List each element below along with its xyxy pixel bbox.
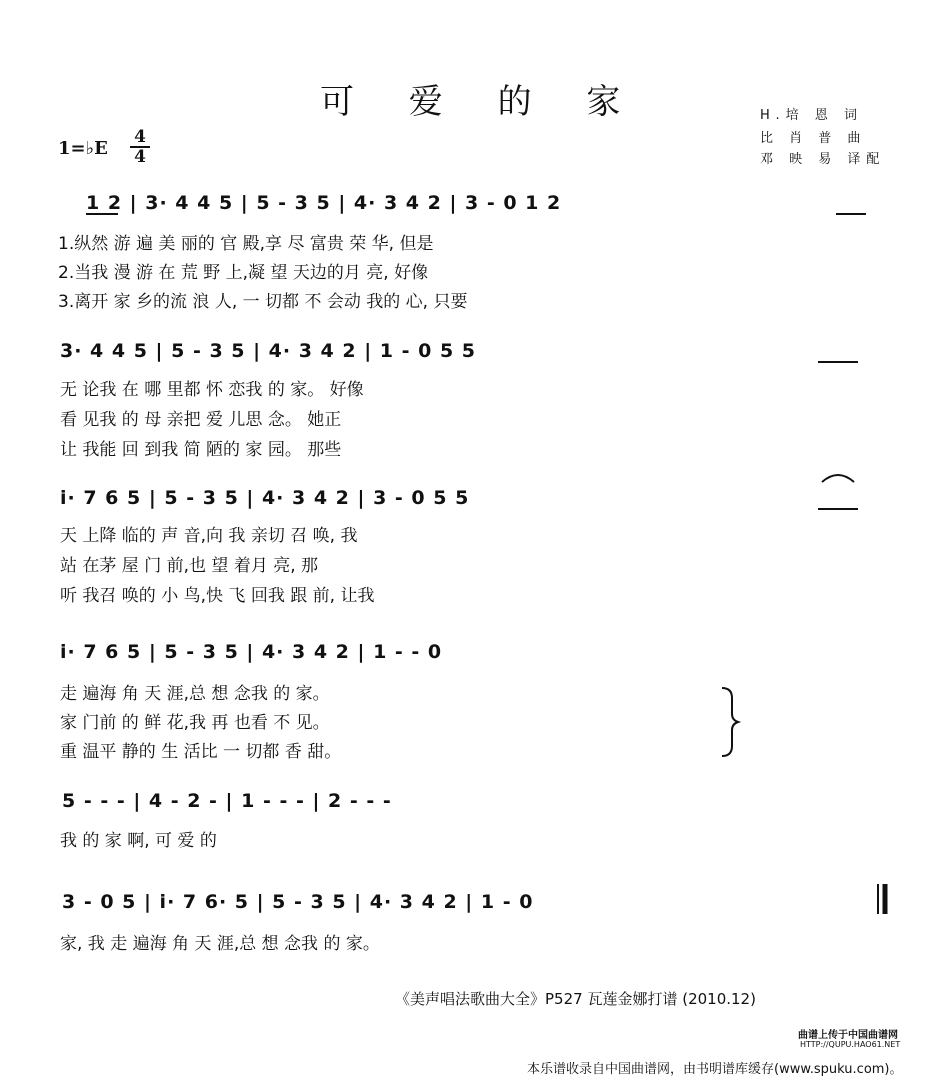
system-6-lyric: 家, 我 走 遍海 角 天 涯,总 想 念我 的 家。 xyxy=(60,934,380,954)
watermark-line-2: HTTP://QUPU.HAO61.NET xyxy=(800,1040,901,1049)
system-4-verse-2: 家 门前 的 鲜 花,我 再 也看 不 见。 xyxy=(60,713,330,733)
verse-bracket xyxy=(722,688,738,756)
key-signature: 1=♭E xyxy=(58,138,108,159)
source-note: 《美声唱法歌曲大全》P527 瓦莲金娜打谱 (2010.12) xyxy=(395,990,756,1008)
time-signature-top: 4 xyxy=(130,128,150,148)
system-1-verse-2: 2.当我 漫 游 在 荒 野 上,凝 望 天边的月 亮, 好像 xyxy=(58,263,429,283)
lyricist-credit: H.培 恩 词 xyxy=(760,108,863,123)
system-2-verse-2: 看 见我 的 母 亲把 爱 儿思 念。 她正 xyxy=(60,410,342,430)
system-5-notes: 5 - - - | 4 - 2 - | 1 - - - | 2 - - - xyxy=(62,790,392,812)
system-3-notes: i· 7 6 5 | 5 - 3 5 | 4· 3 4 2 | 3 - 0 5 5 xyxy=(60,487,470,509)
system-3-verse-1: 天 上降 临的 声 音,向 我 亲切 召 唤, 我 xyxy=(60,526,358,546)
system-3-verse-3: 听 我召 唤的 小 鸟,快 飞 回我 跟 前, 让我 xyxy=(60,586,375,606)
system-2-verse-3: 让 我能 回 到我 简 陋的 家 园。 那些 xyxy=(60,440,342,460)
composer-credit: 比 肖 普 曲 xyxy=(760,131,867,146)
system-2-verse-1: 无 论我 在 哪 里都 怀 恋我 的 家。 好像 xyxy=(60,380,364,400)
system-1-notes: 1 2 | 3· 4 4 5 | 5 - 3 5 | 4· 3 4 2 | 3 - 0 1 2 xyxy=(86,192,562,214)
system-4-verse-3: 重 温平 静的 生 活比 一 切都 香 甜。 xyxy=(60,742,342,762)
system-4-verse-1: 走 遍海 角 天 涯,总 想 念我 的 家。 xyxy=(60,684,330,704)
song-title: 可 爱 的 家 xyxy=(320,82,643,122)
system-5-lyric: 我 的 家 啊, 可 爱 的 xyxy=(60,831,217,851)
system-3-verse-2: 站 在茅 屋 门 前,也 望 着月 亮, 那 xyxy=(60,556,319,576)
watermark-line-1: 曲谱上传于中国曲谱网 xyxy=(798,1030,898,1041)
tie-arc xyxy=(822,475,854,482)
bottom-note: 本乐谱收录自中国曲谱网，由书明谱库缓存(www.spuku.com)。 xyxy=(527,1062,903,1077)
system-2-notes: 3· 4 4 5 | 5 - 3 5 | 4· 3 4 2 | 1 - 0 5 5 xyxy=(60,340,477,362)
system-1-verse-3: 3.离开 家 乡的流 浪 人, 一 切都 不 会动 我的 心, 只要 xyxy=(58,292,468,312)
system-1-verse-1: 1.纵然 游 遍 美 丽的 官 殿,享 尽 富贵 荣 华, 但是 xyxy=(58,234,434,254)
translator-credit: 邓 映 易 译配 xyxy=(760,152,886,167)
system-6-notes: 3 - 0 5 | i· 7 6· 5 | 5 - 3 5 | 4· 3 4 2 | 1 - 0 xyxy=(62,891,534,913)
system-4-notes: i· 7 6 5 | 5 - 3 5 | 4· 3 4 2 | 1 - - 0 xyxy=(60,641,443,663)
time-signature-bottom: 4 xyxy=(134,147,146,167)
